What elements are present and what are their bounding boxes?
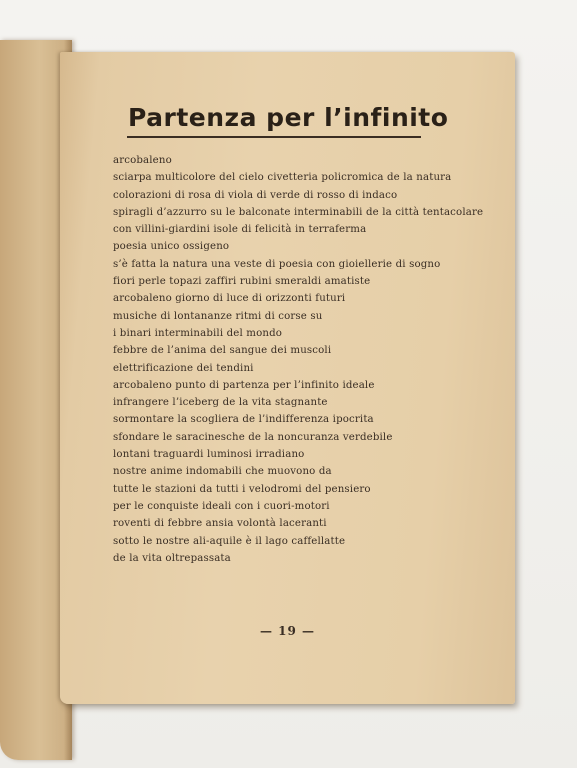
poem-line: roventi di febbre ansia volontà laceranti	[113, 518, 327, 530]
book-page	[60, 52, 515, 704]
poem-line: spiragli d’azzurro su le balconate interminabili de la città tentacolare	[113, 206, 484, 218]
poem-line: fiori perle topazi zaffiri rubini smeraldi amatiste	[113, 276, 371, 288]
poem-line: sfondare le saracinesche de la noncuranza verdebile	[113, 431, 393, 443]
poem-line: de la vita oltrepassata	[113, 552, 231, 564]
poem-line: febbre de l’anima del sangue dei muscoli	[113, 345, 332, 357]
poem-line: arcobaleno punto di partenza per l’infinito ideale	[113, 379, 375, 391]
poem-line: musiche di lontananze ritmi di corse su	[113, 310, 323, 322]
poem-title: Partenza per l’infinito	[128, 103, 449, 132]
poem-line: nostre anime indomabili che muovono da	[113, 466, 332, 478]
poem-line: arcobaleno	[113, 155, 172, 166]
poem-line: sotto le nostre ali-aquile è il lago caffellatte	[113, 535, 346, 547]
poem-line: sormontare la scogliera de l’indifferenza ipocrita	[113, 414, 374, 426]
poem-line: i binari interminabili del mondo	[113, 327, 283, 339]
poem-body	[113, 152, 483, 567]
poem-line: arcobaleno giorno di luce di orizzonti futuri	[113, 293, 346, 305]
poem-line: infrangere l’iceberg de la vita stagnante	[113, 397, 328, 409]
poem-line: sciarpa multicolore del cielo civetteria policromica de la natura	[113, 172, 452, 184]
poem-line: lontani traguardi luminosi irradiano	[113, 449, 305, 461]
poem-line: tutte le stazioni da tutti i velodromi del pensiero	[113, 483, 371, 495]
poem-line: con villini-giardini isole di felicità in terraferma	[113, 224, 367, 236]
page-number: — 19 —	[259, 624, 316, 638]
poem-line: colorazioni di rosa di viola di verde di rosso di indaco	[113, 189, 398, 201]
poem-line: per le conquiste ideali con i cuori-motori	[113, 500, 330, 512]
poem-line: poesia unico ossigeno	[113, 241, 230, 253]
poem-line: s’è fatta la natura una veste di poesia con gioiellerie di sogno	[113, 258, 441, 270]
title-underline	[127, 136, 421, 138]
poem-line: elettrificazione dei tendini	[113, 362, 254, 374]
